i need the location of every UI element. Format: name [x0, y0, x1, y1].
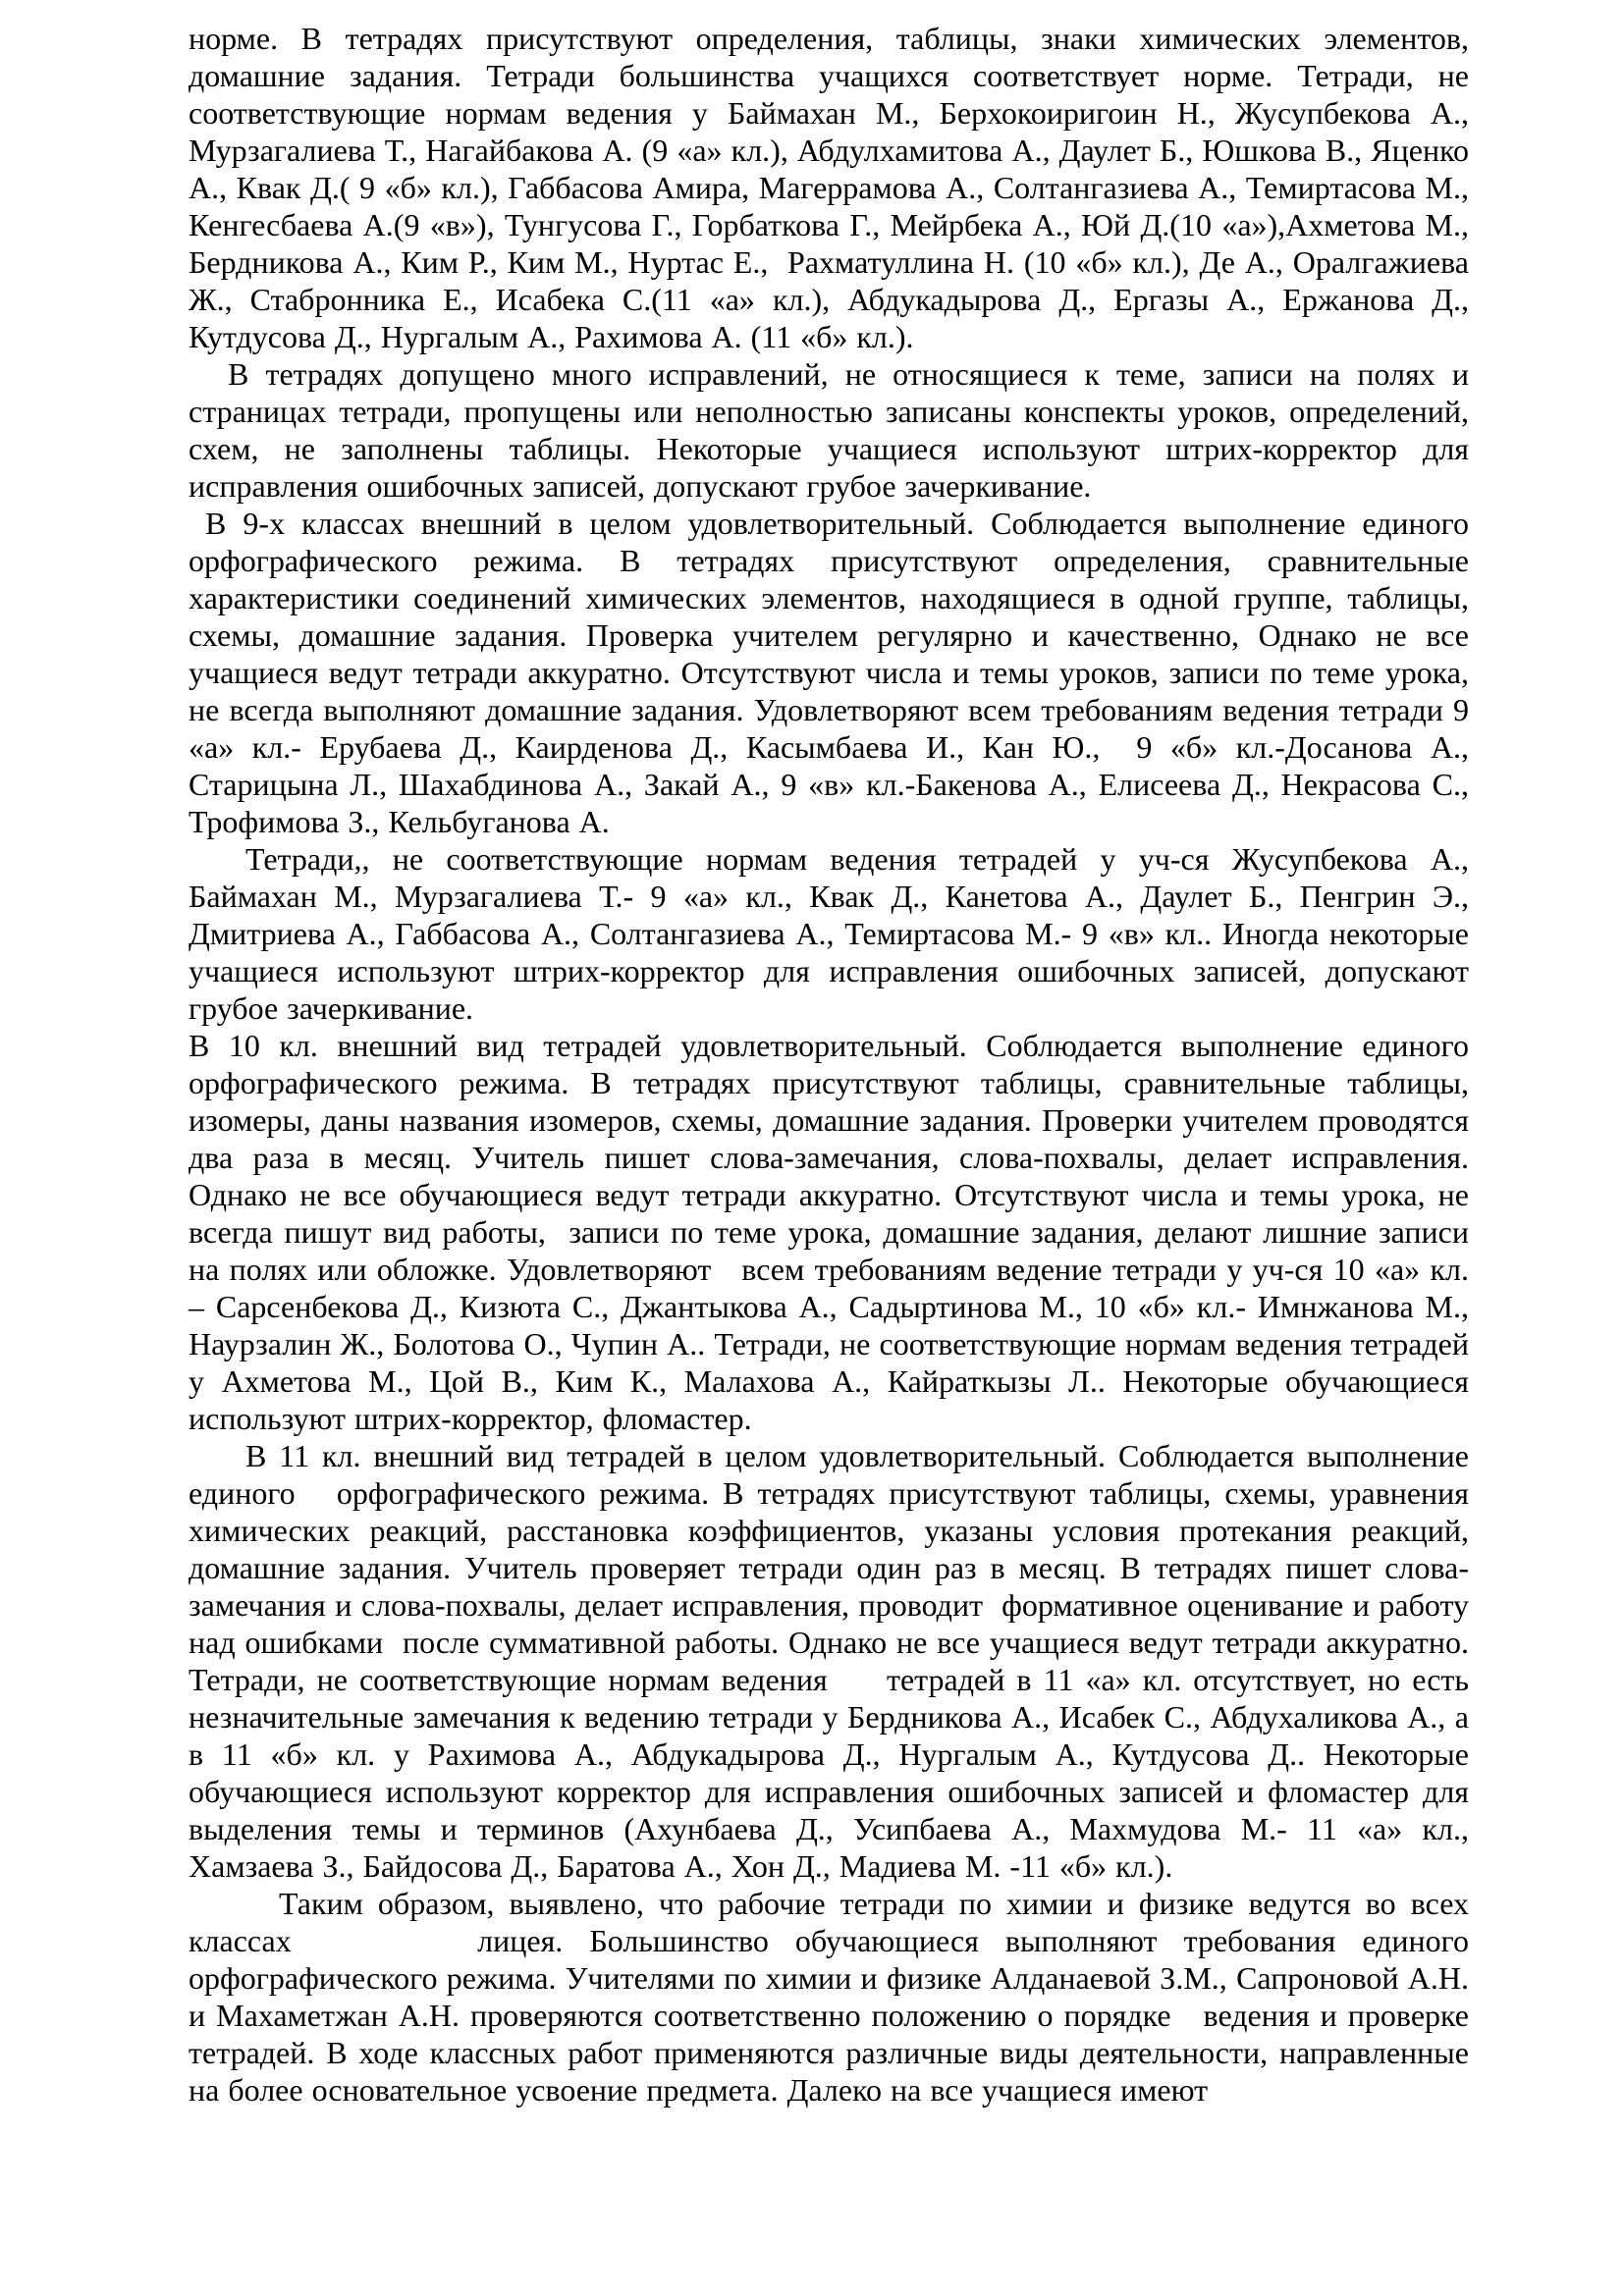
paragraph-grade-11: В 11 кл. внешний вид тетрадей в целом удовлетворительный. Соблюдается выполнение единого орфографического режима. В тетрадях присутствуют таблицы, схемы, уравнения химических реакций, расстановка коэффициентов, указаны условия протекания реакций, домашние задания. Учитель проверяет тетради один раз в месяц. В тетрадях пишет слова-замечания и слова-похвалы, делает исправления, проводит формативное оценивание и работу над ошибками после суммативной работы. Однако не все учащиеся ведут тетради аккуратно. Тетради, не соответствующие нормам ведения тетрадей в 11 «а» кл. отсутствует, но есть незначительные замечания к ведению тетради у Бердникова А., Исабек С., Абдухаликова А., а в 11 «б» кл. у Рахимова А., Абдукадырова Д., Нургалым А., Кутдусова Д.. Некоторые обучающиеся используют корректор для исправления ошибочных записей и фломастер для выделения темы и терминов (Ахунбаева Д., Усипбаева А., Махмудова М.- 11 «а» кл., Хамзаева З., Байдосова Д., Баратова А., Хон Д., Мадиева М. -11 «б» кл.). [189, 1438, 1478, 1884]
paragraph-grade-9-nonconf: Тетради,, не соответствующие нормам ведения тетрадей у уч-ся Жусупбекова А., Баймахан М., Мурзагалиева Т.- 9 «а» кл., Квак Д., Канетова А., Даулет Б., Пенгрин Э., Дмитриева А., Габбасова А., Солтангазиева А., Темиртасова М.- 9 «в» кл.. Иногда некоторые учащиеся используют штрих-корректор для исправления ошибочных записей, допускают грубое зачеркивание. [189, 841, 1478, 1026]
paragraph-norms-list: норме. В тетрадях присутствуют определения, таблицы, знаки химических элементов, домашние задания. Тетради большинства учащихся соответствует норме. Тетради, не соответствующие нормам ведения у Баймахан М., Берхокоиригоин Н., Жусупбекова А., Мурзагалиева Т., Нагайбакова А. (9 «а» кл.), Абдулхамитова А., Даулет Б., Юшкова В., Яценко А., Квак Д.( 9 «б» кл.), Габбасова Амира, Магеррамова А., Солтангазиева А., Темиртасова М., Кенгесбаева А.(9 «в»), Тунгусова Г., Горбаткова Г., Мейрбека А., Юй Д.(10 «а»),Ахметова М., Бердникова А., Ким Р., Ким М., Нуртас Е., Рахматуллина Н. (10 «б» кл.), Де А., Оралгажиева Ж., Стабронника Е., Исабека С.(11 «а» кл.), Абдукадырова Д., Ергазы А., Ержанова Д., Кутдусова Д., Нургалым А., Рахимова А. (11 «б» кл.). [189, 21, 1478, 354]
paragraph-conclusion: Таким образом, выявлено, что рабочие тетради по химии и физике ведутся во всех классах лицея. Большинство обучающиеся выполняют требования единого орфографического режима. Учителями по химии и физике Алданаевой З.М., Сапроновой А.Н. и Махаметжан А.Н. проверяются соответственно положению о порядке ведения и проверке тетрадей. В ходе классных работ применяются различные виды деятельности, направленные на более основательное усвоение предмета. Далеко на все учащиеся имеют [189, 1886, 1478, 2108]
paragraph-grade-9: В 9-х классах внешний в целом удовлетворительный. Соблюдается выполнение единого орфографического режима. В тетрадях присутствуют определения, сравнительные характеристики соединений химических элементов, находящиеся в одной группе, таблицы, схемы, домашние задания. Проверка учителем регулярно и качественно, Однако не все учащиеся ведут тетради аккуратно. Отсутствуют числа и темы уроков, записи по теме урока, не всегда выполняют домашние задания. Удовлетворяют всем требованиям ведения тетради 9 «а» кл.- Ерубаева Д., Каирденова Д., Касымбаева И., Кан Ю., 9 «б» кл.-Досанова А., Старицына Л., Шахабдинова А., Закай А., 9 «в» кл.-Бакенова А., Елисеева Д., Некрасова С., Трофимова З., Кельбуганова А. [189, 506, 1479, 839]
paragraph-corrections: В тетрадях допущено много исправлений, не относящиеся к теме, записи на полях и страницах тетради, пропущены или неполностью записаны конспекты уроков, определений, схем, не заполнены таблицы. Некоторые учащиеся используют штрих-корректор для исправления ошибочных записей, допускают грубое зачеркивание. [189, 356, 1478, 504]
paragraph-grade-10: В 10 кл. внешний вид тетрадей удовлетворительный. Соблюдается выполнение единого орфографического режима. В тетрадях присутствуют таблицы, сравнительные таблицы, изомеры, даны названия изомеров, схемы, домашние задания. Проверки учителем проводятся два раза в месяц. Учитель пишет слова-замечания, слова-похвалы, делает исправления. Однако не все обучающиеся ведут тетради аккуратно. Отсутствуют числа и темы урока, не всегда пишут вид работы, записи по теме урока, домашние задания, делают лишние записи на полях или обложке. Удовлетворяют всем требованиям ведение тетради у уч-ся 10 «а» кл. – Сарсенбекова Д., Кизюта С., Джантыкова А., Садыртинова М., 10 «б» кл.- Имнжанова М., Наурзалин Ж., Болотова О., Чупин А.. Тетради, не соответствующие нормам ведения тетрадей у Ахметова М., Цой В., Ким К., Малахова А., Кайраткызы Л.. Некоторые обучающиеся используют штрих-корректор, фломастер. [189, 1028, 1478, 1436]
